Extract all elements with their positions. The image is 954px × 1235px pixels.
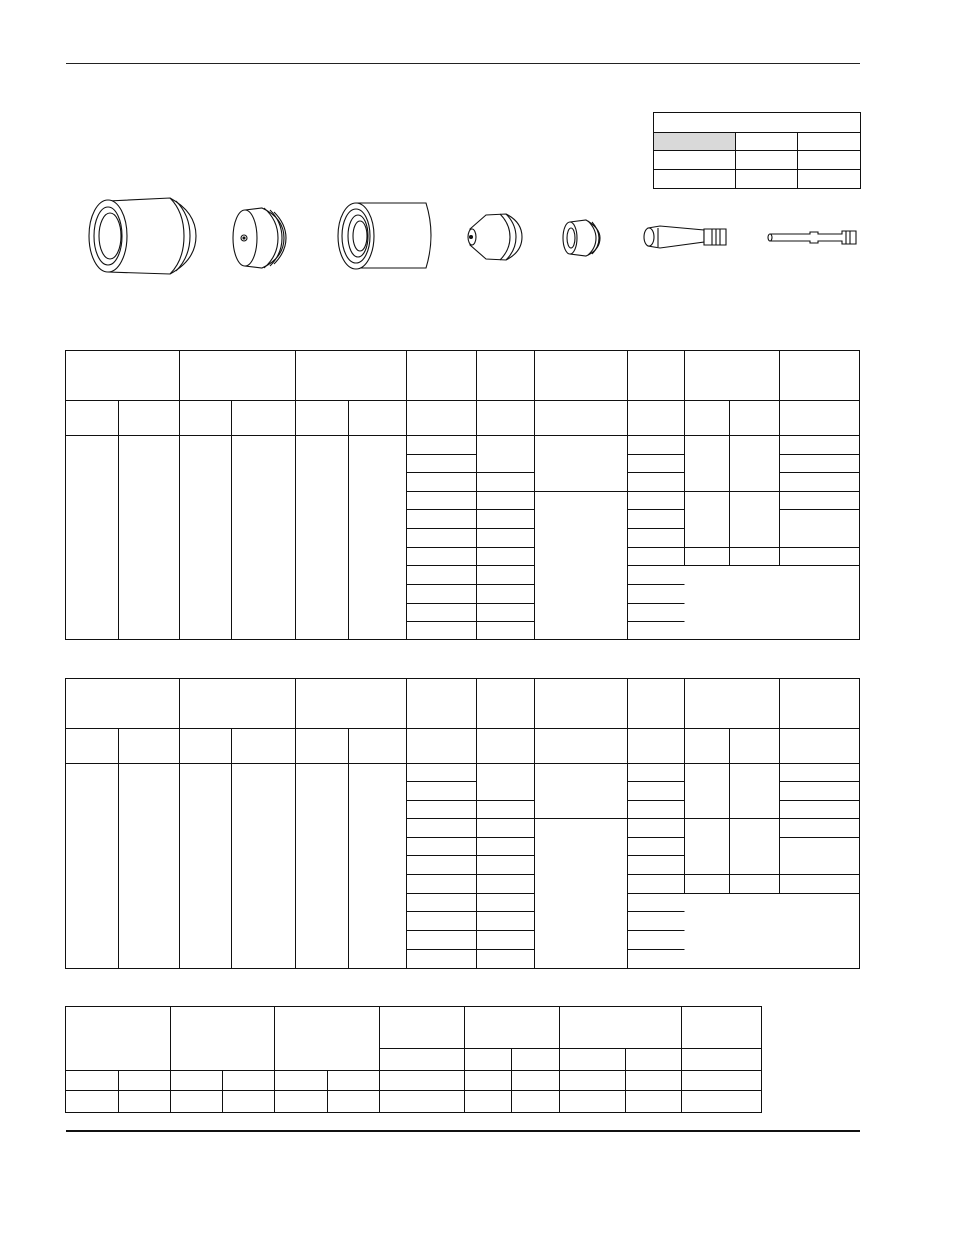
footer-rule: [66, 1130, 860, 1132]
